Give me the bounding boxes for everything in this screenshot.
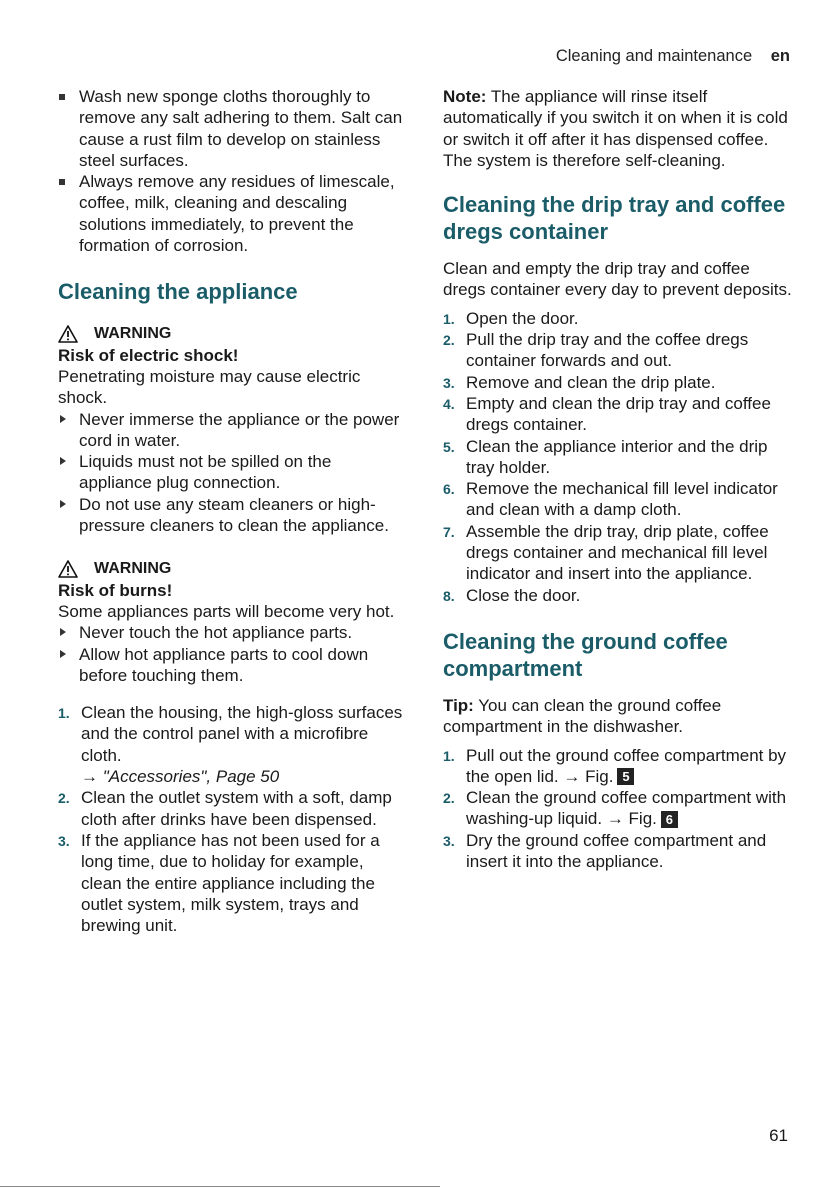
warning-instructions bbox=[58, 409, 408, 537]
right-column bbox=[443, 86, 793, 872]
warning-burns bbox=[58, 558, 408, 686]
instruction-item: Liquids must not be spilled on the appliance plug connection. bbox=[58, 451, 408, 494]
step-number: 4. bbox=[443, 395, 455, 412]
step-text: Open the door. bbox=[466, 308, 579, 328]
step-number: 3. bbox=[58, 832, 70, 849]
tip-text: You can clean the ground coffee compartment in the dishwasher. bbox=[443, 695, 722, 737]
step-text: Empty and clean the drip tray and coffee dregs container. bbox=[466, 393, 771, 435]
drip-tray-steps-list bbox=[443, 308, 793, 606]
figure-reference[interactable] bbox=[563, 766, 634, 787]
step-text: Remove and clean the drip plate. bbox=[466, 372, 716, 392]
warning-electric-shock bbox=[58, 323, 408, 536]
step-text: Clean the housing, the high-gloss surfaces and the control panel with a microfibre cloth. bbox=[81, 703, 403, 765]
warning-header bbox=[58, 558, 408, 579]
step-text: Clean the outlet system with a soft, damp cloth after drinks have been dispensed. bbox=[81, 788, 392, 829]
drip-tray-intro: Clean and empty the drip tray and coffee dregs container every day to prevent deposits. bbox=[443, 259, 792, 300]
step-text: Clean the appliance interior and the drip tray holder. bbox=[466, 436, 768, 477]
ground-coffee-steps-list bbox=[443, 745, 793, 873]
step-text: If the appliance has not been used for a long time, due to holiday for example, clean the entire appliance including the outlet system, milk system, trays and brewing unit. bbox=[81, 830, 380, 936]
step-item bbox=[443, 478, 793, 521]
intro-bullet-list bbox=[58, 86, 408, 256]
header-section-title: Cleaning and maintenance bbox=[555, 47, 753, 65]
step-item bbox=[443, 436, 793, 479]
step-item bbox=[58, 702, 408, 787]
step-item bbox=[443, 787, 793, 830]
step-text: Remove the mechanical fill level indicator and clean with a damp cloth. bbox=[466, 479, 778, 520]
bullet-item: Always remove any residues of limescale, coffee, milk, cleaning and descaling solutions immediately, to prevent the formation of corrosion. bbox=[58, 171, 408, 256]
step-item bbox=[58, 830, 408, 936]
instruction-item: Do not use any steam cleaners or high-pressure cleaners to clean the appliance. bbox=[58, 494, 408, 537]
step-text: Pull out the ground coffee compartment by the open lid. bbox=[466, 745, 787, 786]
step-item bbox=[443, 372, 793, 393]
step-text: Clean the ground coffee compartment with washing-up liquid. bbox=[466, 788, 787, 829]
warning-title: Risk of burns! bbox=[58, 580, 173, 600]
step-number: 5. bbox=[443, 438, 455, 455]
tip-paragraph bbox=[443, 695, 793, 738]
warning-header bbox=[58, 323, 408, 344]
step-item bbox=[443, 393, 793, 436]
bullet-item: Wash new sponge cloths thoroughly to remove any salt adhering to them. Salt can cause a rust film to develop on stainless steel surfaces. bbox=[58, 86, 408, 171]
warning-triangle-icon bbox=[58, 560, 78, 578]
step-number: 1. bbox=[443, 310, 455, 327]
step-number: 2. bbox=[58, 790, 70, 807]
step-text: Dry the ground coffee compartment and insert it into the appliance. bbox=[466, 830, 767, 872]
step-number: 1. bbox=[443, 747, 455, 764]
figure-number-badge: 6 bbox=[661, 811, 678, 828]
heading-cleaning-appliance: Cleaning the appliance bbox=[58, 279, 298, 305]
step-number: 3. bbox=[443, 832, 455, 849]
step-text: Pull the drip tray and the coffee dregs container forwards and out. bbox=[466, 330, 749, 371]
note-paragraph bbox=[443, 86, 793, 171]
note-label: Note: bbox=[443, 87, 487, 106]
step-item bbox=[443, 308, 793, 329]
warning-text: Some appliances parts will become very hot. bbox=[58, 601, 395, 621]
cross-reference-link[interactable]: → "Accessories", Page 50 bbox=[81, 767, 280, 787]
page-number: 61 bbox=[769, 1126, 788, 1145]
step-text: Assemble the drip tray, drip plate, coffee dregs container and mechanical fill level indicator and insert into the appliance. bbox=[466, 521, 769, 584]
warning-instructions bbox=[58, 622, 408, 686]
step-text: Close the door. bbox=[466, 585, 581, 605]
left-column bbox=[58, 86, 408, 936]
step-number: 2. bbox=[443, 332, 455, 349]
instruction-item: Allow hot appliance parts to cool down before touching them. bbox=[58, 644, 408, 687]
step-item bbox=[443, 745, 793, 788]
step-item bbox=[58, 787, 408, 830]
figure-reference-label: → Fig. bbox=[563, 766, 614, 786]
warning-text: Penetrating moisture may cause electric shock. bbox=[58, 366, 361, 408]
step-item bbox=[443, 830, 793, 873]
step-number: 1. bbox=[58, 705, 70, 722]
warning-label: WARNING bbox=[94, 560, 172, 578]
heading-ground-coffee: Cleaning the ground coffee compartment bbox=[443, 628, 728, 681]
cleaning-steps-list bbox=[58, 702, 408, 936]
step-item bbox=[443, 521, 793, 585]
instruction-item: Never touch the hot appliance parts. bbox=[58, 622, 408, 643]
tip-label: Tip: bbox=[443, 695, 474, 715]
step-number: 7. bbox=[443, 523, 455, 540]
heading-drip-tray: Cleaning the drip tray and coffee dregs container bbox=[443, 192, 786, 245]
step-number: 3. bbox=[443, 374, 455, 391]
figure-number-badge: 5 bbox=[617, 768, 634, 785]
note-text: The appliance will rinse itself automatically if you switch it on when it is cold or switch it off after it has dispensed coffee. The system is therefore self-cleaning. bbox=[443, 87, 788, 170]
header-language-code: en bbox=[770, 47, 790, 65]
running-header bbox=[556, 47, 790, 66]
figure-reference[interactable] bbox=[607, 808, 678, 829]
figure-reference-label: → Fig. bbox=[606, 809, 657, 829]
step-item bbox=[443, 329, 793, 372]
warning-title: Risk of electric shock! bbox=[58, 345, 239, 365]
warning-triangle-icon bbox=[58, 325, 78, 343]
step-number: 8. bbox=[443, 587, 455, 604]
step-number: 6. bbox=[443, 481, 455, 498]
instruction-item: Never immerse the appliance or the power cord in water. bbox=[58, 409, 408, 452]
step-number: 2. bbox=[443, 790, 455, 807]
step-item bbox=[443, 585, 793, 606]
footer-divider bbox=[0, 1186, 440, 1187]
warning-label: WARNING bbox=[94, 325, 172, 343]
